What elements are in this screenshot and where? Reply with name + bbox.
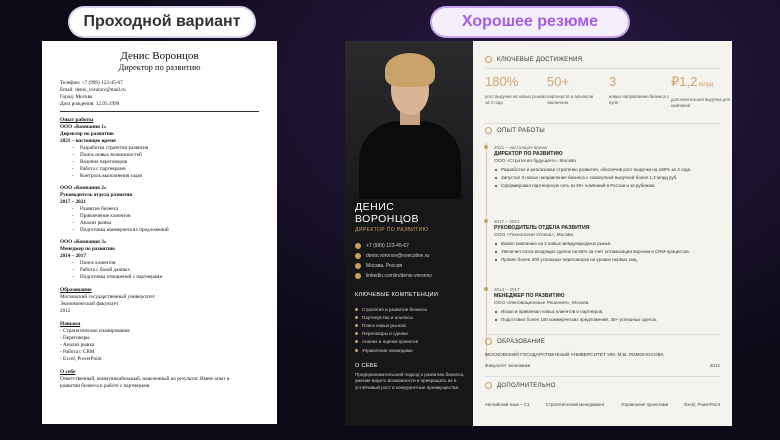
job-bullet: Запустил 3 новых направления бизнеса с совокупной выручкой более 1,2 млрд руб. [485,175,720,181]
job-item: - Поиск новых возможностей [60,152,259,159]
plain-contact: Дата рождения: 12.05.1990 [60,101,120,107]
extra-item: Стратегический менеджмент [545,402,605,407]
kpi-desc: рост выручки на новых рынках за 3 года [485,94,547,105]
skill-item: Управление командами [355,346,427,354]
phone-text: +7 (999) 123-45-67 [366,243,409,249]
job-item: - Подготовка отношений с партнерами [60,274,259,281]
extra-item: Excel, PowerPoint [684,402,720,407]
job-item: - Развитие бизнеса [60,206,259,213]
kpi-value: ₽1,2 [671,74,698,89]
job-item: - Разработка стратегии развития [60,145,259,152]
kpi-item [547,74,609,108]
kpi-value: 180% [485,74,519,89]
divider [485,334,720,335]
skills-list [355,305,427,354]
job-dates: 2017 – 2021 [485,217,720,225]
location-icon [355,263,361,269]
job-item: - Подготовка коммерческих предложений [60,227,259,234]
job-company: ООО «Технологии Успеха», Москва [494,233,573,238]
divider [485,123,720,124]
kpi-value: 50+ [547,74,570,89]
resume-sidebar [345,41,473,426]
job-item: - Ведение переговоров [60,159,259,166]
kpi-heading [485,56,582,63]
plain-about-heading: О себе [60,369,76,375]
good-resume [345,41,732,426]
job-item: - Работа с базой данных [60,267,259,274]
edu-heading [485,338,545,345]
skill-line: - Переговоры [60,335,90,341]
phone-row [355,241,432,251]
job-company: ООО «Стратегия будущего», Москва [494,159,576,164]
skill-item: Анализ и оценка проектов [355,338,427,346]
email-text: denis.voronov@executive.ru [366,253,430,259]
job-item: - Привлечение клиентов [60,213,259,220]
job-bullet: Сформировал партнерскую сеть из 50+ компаний в России и за рубежом. [485,183,720,189]
good-name [355,201,419,225]
job-item: - Анализ рынка [60,220,259,227]
edu-year: 2012 [709,363,720,368]
job-dates: 2021 – настоящее время [485,143,720,151]
skill-item: Партнерства и альянсы [355,313,427,321]
location-text: Москва, Россия [366,263,403,269]
plus-icon [485,382,492,389]
plain-exp-heading: Опыт работы [60,117,94,123]
edu-faculty: Факультет экономики [485,363,531,368]
edu-school: МОСКОВСКИЙ ГОСУДАРСТВЕННЫЙ УНИВЕРСИТЕТ ИМ. М.В. ЛОМОНОСОВА [485,353,664,358]
kpi-item [485,74,547,108]
linkedin-text: linkedin.com/in/denis-voronov [366,273,432,279]
about-heading: О СЕБЕ [355,363,378,369]
job-bullet: Вывел компанию на 2 новых международных рынка. [485,241,720,247]
job-entry [485,143,720,190]
edu-heading-text: ОБРАЗОВАНИЕ [497,338,546,345]
job-bullet: Провел более 200 успешных переговоров на уровне первых лиц. [485,257,720,263]
job-entry [485,217,720,264]
last-name: ВОРОНЦОВ [355,213,420,225]
extra-item: Английский язык – C1 [485,402,530,407]
briefcase-icon [485,127,492,134]
plain-skills-heading: Навыки [60,321,81,327]
kpi-unit: млрд [697,82,714,88]
plain-role: Директор по развитию [118,62,201,72]
job-title: Менеджер по развитию [60,246,115,252]
good-role: ДИРЕКТОР ПО РАЗВИТИЮ [355,227,429,233]
job-dates: 2021 – настоящее время [60,138,116,144]
about-line: Ответственный, коммуникабельный, нацеленный на результат. Имею опыт в [60,376,230,382]
linkedin-icon [355,273,361,279]
skill-line: - Excel, PowerPoint [60,356,102,362]
skill-item: Поиск новых рынков [355,321,427,329]
job-bullet: Разработал и реализовал стратегию развития, обеспечив рост выручки на 180% за 3 года. [485,167,720,173]
job-dates: 2014 – 2017 [60,253,86,259]
label-good: Хорошее резюме [432,8,628,36]
skill-line: - Анализ рынка [60,342,95,348]
plain-contact: Город: Москва [60,94,93,100]
extra-heading [485,382,556,389]
job-item: - Поиск клиентов [60,260,259,267]
job-title: МЕНЕДЖЕР ПО РАЗВИТИЮ [494,293,565,299]
edu-line: Московский государственный университет [60,294,155,300]
skills-heading: КЛЮЧЕВЫЕ КОМПЕТЕНЦИИ [355,292,439,298]
skill-line: - Работа с CRM [60,349,95,355]
skill-item: Переговоры и сделки [355,330,427,338]
job-bullet: Увеличил поток входящих сделок на 65% за счет оптимизации воронки и CRM-процессов. [485,249,720,255]
job-item: - Работа с партнерами [60,166,259,173]
job-title: Руководитель отдела развития [60,192,133,198]
about-line: развитии бизнеса и работе с партнерами. [60,383,151,389]
exp-heading-text: ОПЫТ РАБОТЫ [497,127,546,134]
portrait-photo [345,41,473,199]
kpi-desc: партнерств и альянсов заключено [547,94,594,105]
job-company: ООО «Компания 2» [60,185,107,191]
job-company: ООО «Инновационные Решения», Москва [494,301,589,306]
job-bullet: Подготовил более 100 коммерческих предложений, 30+ успешных сделок. [485,317,720,323]
skill-line: - Стратегическое планирование [60,328,130,334]
kpi-desc: новых направления бизнеса с нуля [609,94,670,105]
extra-list [485,402,720,407]
kpi-value: 3 [609,74,617,89]
plain-name: Денис Воронцов [120,50,199,62]
edu-line: 2012 [60,308,71,314]
job-dates: 2014 – 2017 [485,285,720,293]
resume-main [473,41,732,426]
job-bullet: Искал и привлекал новых клиентов и партнеров. [485,309,720,315]
kpi-desc: дополнительная выручка для компаний [671,97,730,108]
plain-resume [42,41,277,424]
job-company: ООО «Компания 3» [60,239,107,245]
phone-icon [355,243,361,249]
kpi-item [609,74,671,108]
exp-heading [485,127,545,134]
job-entry [485,285,720,323]
divider [485,376,720,377]
job-company: ООО «Компания 1» [60,124,107,130]
email-icon [355,253,361,259]
job-title: Директор по развитию [60,131,114,137]
job-item: - Контроль выполнения задач [60,173,259,180]
job-title: ДИРЕКТОР ПО РАЗВИТИЮ [494,151,563,157]
job-dates: 2017 – 2021 [60,199,86,205]
contact-list [355,241,432,281]
linkedin-row [355,271,432,281]
plain-contact: Email: denis_voronov@mail.ru [60,87,126,93]
edu-line: Экономический факультет [60,301,119,307]
divider [60,111,259,112]
first-name: ДЕНИС [355,201,395,213]
email-row [355,251,432,261]
extra-item: Управление проектами [620,402,669,407]
edu-details [485,363,720,368]
label-standard: Проходной вариант [70,8,254,36]
kpi-heading-text: КЛЮЧЕВЫЕ ДОСТИЖЕНИЯ [497,56,583,63]
plain-contact: Телефон: +7 (999) 123-45-67 [60,80,123,86]
skill-item: Стратегия и развитие бизнеса [355,305,427,313]
extra-heading-text: ДОПОЛНИТЕЛЬНО [497,382,556,389]
job-title: РУКОВОДИТЕЛЬ ОТДЕЛА РАЗВИТИЯ [494,225,590,231]
plain-edu-heading: Образование [60,287,92,293]
kpi-item [671,74,732,108]
location-row [355,261,432,271]
divider [485,68,720,69]
star-icon [485,56,492,63]
about-text: Предпринимательский подход к развитию бизнеса, умение видеть возможности и превращать их в устойчивый рост и конкурентные преимущества. [355,372,465,390]
graduation-cap-icon [485,338,492,345]
kpi-row [485,74,732,108]
